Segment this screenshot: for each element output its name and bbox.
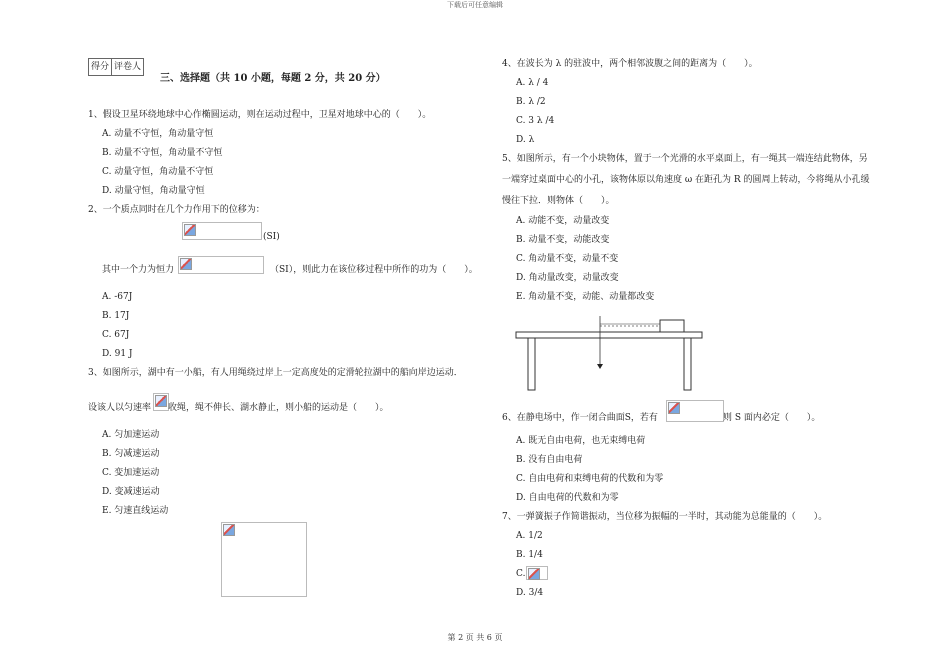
table-left-leg: [528, 338, 535, 390]
q6-option-a: A. 既无自由电荷，也无束缚电荷: [516, 436, 646, 446]
q7-option-a: A. 1/2: [516, 531, 543, 541]
score-table: [88, 58, 144, 76]
q4-option-d: D. λ: [516, 135, 535, 145]
q7-option-c: C.: [516, 569, 526, 579]
small-block: [660, 320, 684, 332]
q6-option-b: B. 没有自由电荷: [516, 455, 583, 465]
q7-option-d: D. 3/4: [516, 588, 544, 598]
q5-option-d: D. 角动量改变，动量改变: [516, 273, 619, 283]
q2-option-d: D. 91 J: [102, 349, 133, 359]
q5-option-b: B. 动量不变，动能改变: [516, 235, 610, 245]
q5-table-figure: [514, 312, 704, 392]
broken-image-icon: [155, 395, 167, 407]
q7-stem: 7、一弹簧振子作简谐振动，当位移为振幅的一半时，其动能为总能量的（ ）。: [502, 512, 828, 522]
table-right-leg: [684, 338, 691, 390]
q2-force-formula-image: [178, 256, 264, 274]
q6-option-d: D. 自由电荷的代数和为零: [516, 493, 619, 503]
q1-option-b: B. 动量不守恒，角动量不守恒: [102, 148, 223, 158]
q2-stem-force-a: 其中一个力为恒力: [102, 265, 175, 275]
q2-option-c: C. 67J: [102, 330, 130, 340]
q1-option-d: D. 动量守恒，角动量守恒: [102, 186, 205, 196]
score-label: 得分: [89, 59, 112, 76]
q3-option-d: D. 变减速运动: [102, 487, 160, 497]
q5-option-a: A. 动能不变，动量改变: [516, 216, 610, 226]
q6-gauss-formula-image: [666, 400, 724, 422]
q5-stem-line-1: 5、如图所示，有一个小块物体，置于一个光滑的水平桌面上，有一绳其一端连结此物体，另: [502, 154, 868, 164]
q2-si-unit: (SI): [263, 232, 280, 242]
arrow-down-icon: [597, 364, 603, 369]
q4-option-a: A. λ / 4: [516, 78, 549, 88]
q3-speed-symbol-image: [153, 393, 169, 411]
q3-option-a: A. 匀加速运动: [102, 430, 160, 440]
table-top: [516, 332, 702, 338]
q4-stem: 4、在波长为 λ 的驻波中，两个相邻波腹之间的距离为（ ）。: [502, 59, 758, 69]
q5-stem-line-2: 一端穿过桌面中心的小孔，该物体原以角速度 ω 在距孔为 R 的圆周上转动，今将绳从小孔缓: [502, 175, 870, 185]
q4-option-c: C. 3 λ /4: [516, 116, 555, 126]
broken-image-icon: [528, 568, 540, 580]
section-title: 三、选择题（共 10 小题，每题 2 分，共 20 分）: [160, 73, 386, 84]
broken-image-icon: [180, 258, 192, 270]
grader-label: 评卷人: [112, 59, 144, 76]
page-header: 下载后可任意编辑: [447, 1, 503, 9]
q3-option-c: C. 变加速运动: [102, 468, 160, 478]
broken-image-icon: [668, 402, 680, 414]
page-footer: 第 2 页 共 6 页: [447, 633, 503, 642]
q6-stem-a: 6、在静电场中，作一闭合曲面S，若有: [502, 413, 658, 423]
q5-stem-line-3: 慢往下拉．则物体（ ）。: [502, 196, 615, 206]
q2-displacement-formula-image: [182, 222, 262, 240]
broken-image-icon: [184, 224, 196, 236]
q7-option-b: B. 1/4: [516, 550, 543, 560]
q2-stem-force-b: （SI），则此力在该位移过程中所作的功为（ ）。: [270, 265, 478, 275]
q1-option-c: C. 动量守恒，角动量不守恒: [102, 167, 214, 177]
q1-stem: 1、假设卫星环绕地球中心作椭圆运动，则在运动过程中，卫星对地球中心的（ ）。: [88, 110, 432, 120]
q7-option-c-formula-image: [526, 566, 548, 580]
broken-image-icon: [223, 524, 235, 536]
q5-option-c: C. 角动量不变，动量不变: [516, 254, 619, 264]
q2-stem: 2、一个质点同时在几个力作用下的位移为：: [88, 205, 265, 215]
q4-option-b: B. λ /2: [516, 97, 546, 107]
q2-option-a: A. -67J: [102, 292, 133, 302]
q5-option-e: E. 角动量不变，动能、动量都改变: [516, 292, 655, 302]
q3-stem: 3、如图所示，湖中有一小船，有人用绳绕过岸上一定高度处的定滑轮拉湖中的船向岸边运动．: [88, 368, 463, 378]
q1-option-a: A. 动量不守恒，角动量守恒: [102, 129, 214, 139]
q6-stem-b: 则 S 面内必定（ ）。: [723, 413, 821, 423]
q3-option-e: E. 匀速直线运动: [102, 506, 169, 516]
q3-boat-figure-image: [221, 522, 307, 597]
q2-option-b: B. 17J: [102, 311, 130, 321]
q3-option-b: B. 匀减速运动: [102, 449, 160, 459]
q6-option-c: C. 自由电荷和束缚电荷的代数和为零: [516, 474, 664, 484]
q3-stem-speed-a: 设该人以匀速率: [88, 403, 152, 413]
q3-stem-speed-b: 收绳，绳不伸长、湖水静止，则小船的运动是（ ）。: [168, 403, 389, 413]
